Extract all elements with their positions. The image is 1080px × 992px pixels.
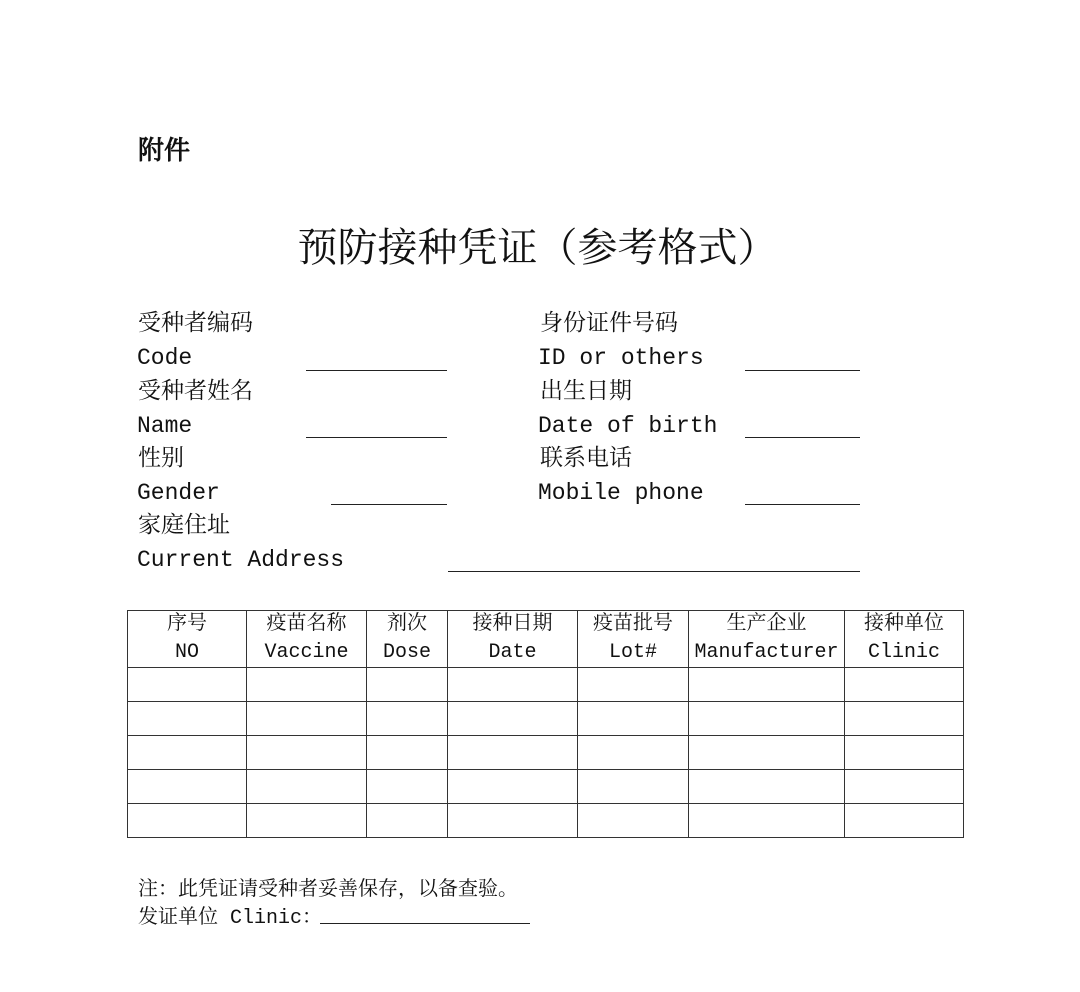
- table-row: [128, 668, 964, 702]
- table-cell[interactable]: [128, 736, 247, 770]
- table-row: [128, 736, 964, 770]
- table-cell[interactable]: [247, 770, 367, 804]
- issuer-field[interactable]: [320, 923, 530, 924]
- column-header-en: Dose: [382, 641, 431, 664]
- address-label-en: Current Address: [137, 547, 345, 573]
- table-cell[interactable]: [578, 668, 689, 702]
- address-field[interactable]: [448, 571, 860, 572]
- table-cell[interactable]: [128, 668, 247, 702]
- issuer-label: 发证单位 Clinic：: [138, 907, 323, 930]
- table-cell[interactable]: [845, 668, 964, 702]
- code-label-en: Code: [137, 345, 193, 371]
- phone-field[interactable]: [745, 504, 860, 505]
- column-header: [247, 611, 367, 668]
- vaccination-table: [127, 610, 964, 838]
- table-cell[interactable]: [367, 702, 448, 736]
- column-header-en: Date: [488, 641, 537, 664]
- footer-note: 注：此凭证请受种者妥善保存，以备查验。: [138, 879, 518, 902]
- column-header-cn: 序号: [167, 613, 207, 636]
- table-row: [128, 804, 964, 838]
- name-label-en: Name: [137, 413, 193, 439]
- column-header-en: Vaccine: [264, 641, 349, 664]
- table-cell[interactable]: [128, 702, 247, 736]
- table-row: [128, 770, 964, 804]
- column-header-cn: 接种单位: [864, 613, 944, 636]
- table-cell[interactable]: [689, 804, 845, 838]
- column-header-cn: 生产企业: [726, 613, 807, 636]
- phone-label-en: Mobile phone: [538, 480, 704, 506]
- table-cell[interactable]: [128, 804, 247, 838]
- table-cell[interactable]: [689, 702, 845, 736]
- code-field[interactable]: [306, 370, 447, 371]
- table-cell[interactable]: [247, 668, 367, 702]
- column-header: [689, 611, 845, 668]
- column-header-en: Lot#: [608, 641, 657, 664]
- table-header-row: [128, 611, 964, 668]
- birth-label-en: Date of birth: [538, 413, 718, 439]
- birth-label-cn: 出生日期: [540, 379, 632, 405]
- table-cell[interactable]: [578, 736, 689, 770]
- table-cell[interactable]: [689, 770, 845, 804]
- table-cell[interactable]: [128, 770, 247, 804]
- table-cell[interactable]: [578, 702, 689, 736]
- column-header-cn: 疫苗名称: [266, 613, 347, 636]
- name-label-cn: 受种者姓名: [138, 379, 253, 405]
- id-field[interactable]: [745, 370, 860, 371]
- code-label-cn: 受种者编码: [138, 311, 253, 337]
- table-cell[interactable]: [448, 804, 578, 838]
- name-field[interactable]: [306, 437, 447, 438]
- table-cell[interactable]: [448, 702, 578, 736]
- column-header-en: Clinic: [867, 641, 940, 664]
- attachment-label: 附件: [138, 136, 191, 166]
- id-label-cn: 身份证件号码: [540, 311, 678, 337]
- table-cell[interactable]: [367, 770, 448, 804]
- id-label-en: ID or others: [538, 345, 704, 371]
- table-cell[interactable]: [578, 770, 689, 804]
- table-row: [128, 702, 964, 736]
- column-header-cn: 疫苗批号: [593, 613, 673, 636]
- document-title: 预防接种凭证（参考格式）: [297, 225, 778, 271]
- address-label-cn: 家庭住址: [138, 513, 230, 539]
- table-cell[interactable]: [448, 668, 578, 702]
- table-cell[interactable]: [845, 736, 964, 770]
- table-cell[interactable]: [367, 804, 448, 838]
- column-header: [845, 611, 964, 668]
- column-header: [448, 611, 578, 668]
- column-header-en: Manufacturer: [694, 641, 839, 664]
- gender-field[interactable]: [331, 504, 447, 505]
- table-cell[interactable]: [845, 770, 964, 804]
- table-cell[interactable]: [367, 668, 448, 702]
- table-cell[interactable]: [247, 702, 367, 736]
- table-cell[interactable]: [845, 804, 964, 838]
- column-header: [578, 611, 689, 668]
- column-header-en: NO: [174, 641, 199, 664]
- table-cell[interactable]: [578, 804, 689, 838]
- column-header: [367, 611, 448, 668]
- phone-label-cn: 联系电话: [540, 446, 632, 472]
- table-cell[interactable]: [845, 702, 964, 736]
- gender-label-en: Gender: [137, 480, 220, 506]
- table-cell[interactable]: [448, 736, 578, 770]
- table-cell[interactable]: [367, 736, 448, 770]
- table-cell[interactable]: [448, 770, 578, 804]
- gender-label-cn: 性别: [138, 446, 184, 472]
- column-header: [128, 611, 247, 668]
- table-cell[interactable]: [689, 736, 845, 770]
- column-header-cn: 剂次: [387, 613, 427, 636]
- table-cell[interactable]: [247, 804, 367, 838]
- table-cell[interactable]: [689, 668, 845, 702]
- table-cell[interactable]: [247, 736, 367, 770]
- column-header-cn: 接种日期: [472, 613, 553, 636]
- birth-field[interactable]: [745, 437, 860, 438]
